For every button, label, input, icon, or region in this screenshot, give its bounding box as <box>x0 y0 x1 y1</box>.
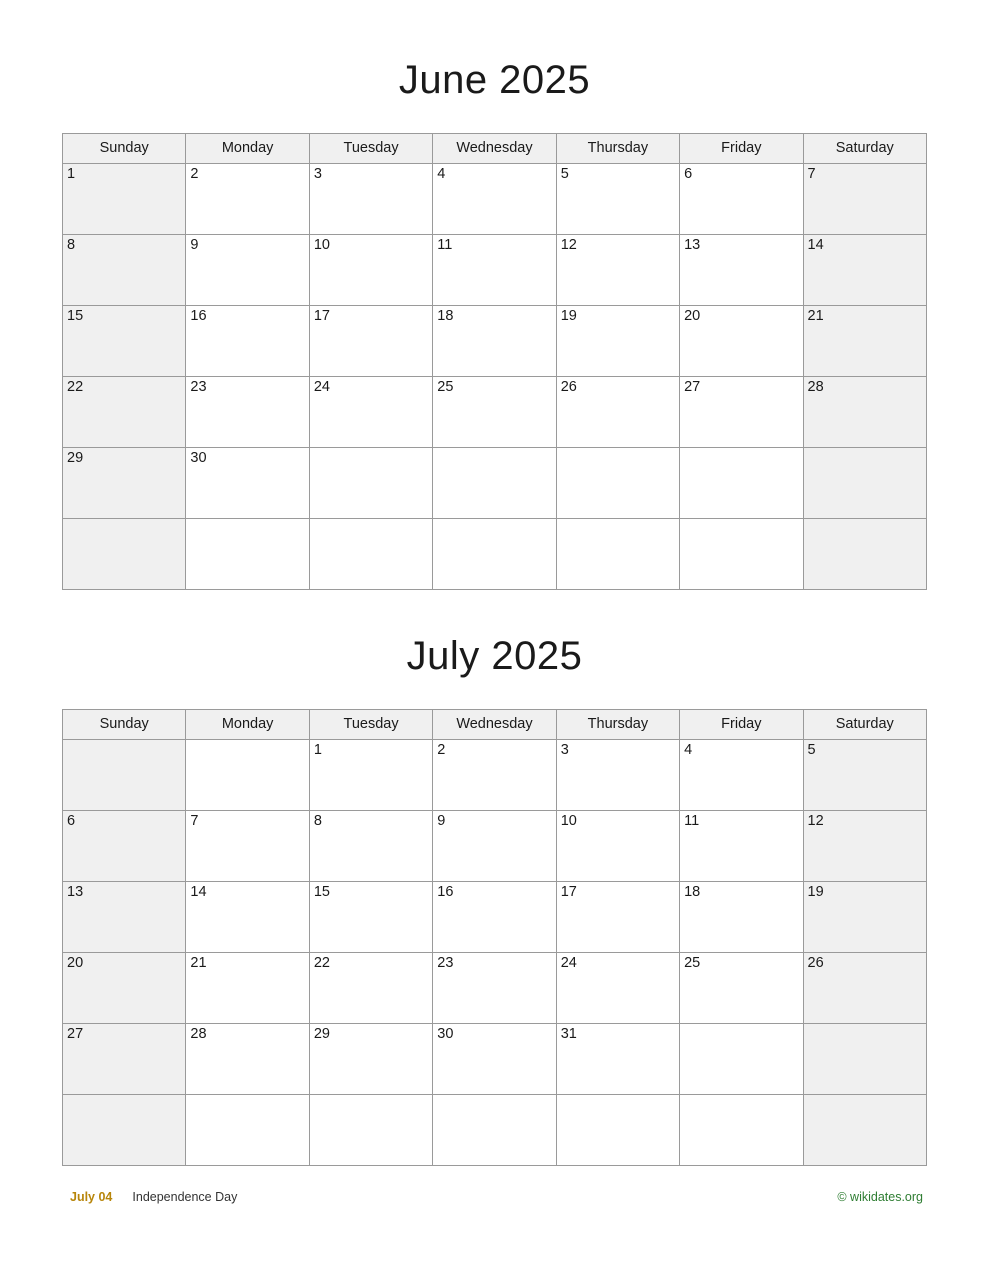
day-number: 21 <box>807 308 824 324</box>
day-cell[interactable] <box>63 519 186 590</box>
day-cell[interactable] <box>186 882 309 953</box>
title-spacer <box>62 679 927 709</box>
day-number: 20 <box>684 308 701 324</box>
day-cell[interactable] <box>433 448 556 519</box>
day-number: 11 <box>684 813 700 829</box>
day-cell[interactable] <box>433 740 556 811</box>
day-cell[interactable] <box>63 377 186 448</box>
weekday-header-tuesday: Tuesday <box>309 134 432 164</box>
month-title-june: June 2025 <box>398 58 591 102</box>
day-number: 17 <box>313 308 330 324</box>
day-number: 22 <box>67 379 84 395</box>
day-number: 3 <box>313 166 322 182</box>
day-number: 4 <box>684 742 693 758</box>
day-cell[interactable] <box>803 377 926 448</box>
day-cell[interactable] <box>803 164 926 235</box>
calendar-table-june <box>62 133 927 590</box>
day-number: 29 <box>313 1026 330 1042</box>
day-cell[interactable] <box>556 235 679 306</box>
day-number: 10 <box>313 237 330 253</box>
day-cell[interactable] <box>556 306 679 377</box>
day-cell[interactable] <box>433 164 556 235</box>
title-spacer <box>62 103 927 133</box>
day-cell[interactable] <box>433 811 556 882</box>
day-cell[interactable] <box>63 235 186 306</box>
week-row <box>63 882 927 953</box>
month-block-june <box>62 0 927 590</box>
weekday-header-sunday: Sunday <box>63 134 186 164</box>
day-number: 13 <box>67 884 84 900</box>
day-number: 1 <box>313 742 322 758</box>
day-number: 3 <box>560 742 569 758</box>
week-row <box>63 1024 927 1095</box>
week-row <box>63 740 927 811</box>
day-cell[interactable] <box>556 882 679 953</box>
week-row <box>63 519 927 590</box>
week-row <box>63 448 927 519</box>
day-number: 26 <box>560 379 577 395</box>
day-number: 22 <box>313 955 330 971</box>
day-cell[interactable] <box>433 882 556 953</box>
day-cell[interactable] <box>803 306 926 377</box>
weekday-header-wednesday: Wednesday <box>433 134 556 164</box>
day-cell[interactable] <box>63 448 186 519</box>
day-cell[interactable] <box>556 377 679 448</box>
day-cell[interactable] <box>309 740 432 811</box>
day-number: 27 <box>67 1026 84 1042</box>
day-number: 1 <box>67 166 76 182</box>
day-number: 12 <box>560 237 577 253</box>
day-number: 25 <box>437 379 454 395</box>
day-cell[interactable] <box>309 882 432 953</box>
day-cell[interactable] <box>680 740 803 811</box>
day-number: 17 <box>560 884 577 900</box>
day-number: 18 <box>437 308 454 324</box>
weekday-header-wednesday: Wednesday <box>433 710 556 740</box>
day-number: 28 <box>190 1026 207 1042</box>
day-number: 30 <box>190 450 207 466</box>
day-number: 12 <box>807 813 824 829</box>
day-cell[interactable] <box>309 164 432 235</box>
week-row <box>63 235 927 306</box>
day-number: 14 <box>807 237 824 253</box>
day-cell[interactable] <box>186 1024 309 1095</box>
day-number: 14 <box>190 884 207 900</box>
week-row <box>63 306 927 377</box>
day-number: 15 <box>313 884 330 900</box>
day-cell[interactable] <box>556 740 679 811</box>
day-cell[interactable] <box>803 1024 926 1095</box>
day-cell[interactable] <box>556 1095 679 1166</box>
day-cell[interactable] <box>433 519 556 590</box>
week-row <box>63 953 927 1024</box>
day-number: 23 <box>190 379 207 395</box>
day-cell[interactable] <box>803 811 926 882</box>
day-cell[interactable] <box>556 953 679 1024</box>
day-cell[interactable] <box>309 953 432 1024</box>
day-cell[interactable] <box>186 306 309 377</box>
day-cell[interactable] <box>309 1024 432 1095</box>
calendar-table-july <box>62 709 927 1166</box>
holiday-date: July 04 <box>70 1190 113 1204</box>
day-cell[interactable] <box>433 1024 556 1095</box>
day-cell[interactable] <box>556 448 679 519</box>
day-cell[interactable] <box>63 1024 186 1095</box>
day-cell[interactable] <box>63 1095 186 1166</box>
day-number: 7 <box>190 813 199 829</box>
day-cell[interactable] <box>680 1095 803 1166</box>
day-cell[interactable] <box>186 953 309 1024</box>
day-number: 21 <box>190 955 207 971</box>
day-number: 4 <box>437 166 446 182</box>
day-cell[interactable] <box>63 164 186 235</box>
day-cell[interactable] <box>63 811 186 882</box>
day-number: 24 <box>313 379 330 395</box>
day-number: 26 <box>807 955 824 971</box>
day-cell[interactable] <box>186 235 309 306</box>
day-number: 8 <box>313 813 322 829</box>
day-number: 28 <box>807 379 824 395</box>
day-number: 5 <box>560 166 569 182</box>
day-number: 9 <box>437 813 446 829</box>
day-cell[interactable] <box>680 519 803 590</box>
day-number: 30 <box>437 1026 454 1042</box>
weekday-header-row <box>63 134 927 164</box>
day-number: 18 <box>684 884 701 900</box>
day-number: 23 <box>437 955 454 971</box>
day-cell[interactable] <box>680 953 803 1024</box>
day-cell[interactable] <box>63 953 186 1024</box>
day-number: 29 <box>67 450 84 466</box>
day-cell[interactable] <box>186 519 309 590</box>
month-title-july: July 2025 <box>406 634 583 678</box>
weekday-header-thursday: Thursday <box>556 134 679 164</box>
day-cell[interactable] <box>309 235 432 306</box>
day-number: 19 <box>807 884 824 900</box>
weekday-header-saturday: Saturday <box>803 134 926 164</box>
day-number: 13 <box>684 237 701 253</box>
weekday-header-saturday: Saturday <box>803 710 926 740</box>
site-credit[interactable] <box>837 1190 927 1204</box>
site-credit-label: wikidates.org <box>850 1190 923 1204</box>
day-cell[interactable] <box>556 164 679 235</box>
week-row <box>63 377 927 448</box>
day-cell[interactable] <box>186 740 309 811</box>
week-row <box>63 164 927 235</box>
day-cell[interactable] <box>433 377 556 448</box>
day-cell[interactable] <box>680 882 803 953</box>
day-cell[interactable] <box>63 882 186 953</box>
day-cell[interactable] <box>186 448 309 519</box>
day-cell[interactable] <box>680 1024 803 1095</box>
day-cell[interactable] <box>556 811 679 882</box>
week-row <box>63 1095 927 1166</box>
day-cell[interactable] <box>680 306 803 377</box>
day-number: 20 <box>67 955 84 971</box>
day-cell[interactable] <box>433 953 556 1024</box>
day-cell[interactable] <box>63 306 186 377</box>
day-number: 11 <box>437 237 453 253</box>
day-cell[interactable] <box>433 1095 556 1166</box>
weekday-header-thursday: Thursday <box>556 710 679 740</box>
day-cell[interactable] <box>680 448 803 519</box>
weekday-header-row <box>63 710 927 740</box>
day-cell[interactable] <box>309 377 432 448</box>
day-number: 25 <box>684 955 701 971</box>
day-number: 7 <box>807 166 816 182</box>
footer <box>62 1166 927 1204</box>
day-cell[interactable] <box>556 1024 679 1095</box>
day-cell[interactable] <box>309 811 432 882</box>
day-number: 24 <box>560 955 577 971</box>
day-cell[interactable] <box>433 235 556 306</box>
day-cell[interactable] <box>309 306 432 377</box>
day-cell[interactable] <box>803 235 926 306</box>
day-number: 19 <box>560 308 577 324</box>
day-cell[interactable] <box>803 1095 926 1166</box>
day-number: 6 <box>684 166 693 182</box>
day-cell[interactable] <box>309 519 432 590</box>
day-cell[interactable] <box>803 953 926 1024</box>
day-cell[interactable] <box>186 1095 309 1166</box>
weekday-header-monday: Monday <box>186 134 309 164</box>
day-cell[interactable] <box>803 882 926 953</box>
weekday-header-friday: Friday <box>680 710 803 740</box>
day-number: 31 <box>560 1026 577 1042</box>
day-number: 10 <box>560 813 577 829</box>
day-cell[interactable] <box>186 811 309 882</box>
weekday-header-tuesday: Tuesday <box>309 710 432 740</box>
week-row <box>63 811 927 882</box>
day-cell[interactable] <box>309 1095 432 1166</box>
day-cell[interactable] <box>680 164 803 235</box>
day-cell[interactable] <box>680 377 803 448</box>
day-number: 6 <box>67 813 76 829</box>
day-number: 16 <box>190 308 207 324</box>
day-cell[interactable] <box>680 811 803 882</box>
day-number: 2 <box>437 742 446 758</box>
weekday-header-friday: Friday <box>680 134 803 164</box>
day-number: 16 <box>437 884 454 900</box>
day-cell[interactable] <box>803 740 926 811</box>
month-block-july <box>62 590 927 1166</box>
day-cell[interactable] <box>803 519 926 590</box>
day-number: 15 <box>67 308 84 324</box>
holiday-name: Independence Day <box>132 1190 238 1204</box>
day-number: 2 <box>190 166 199 182</box>
day-cell[interactable] <box>680 235 803 306</box>
weekday-header-sunday: Sunday <box>63 710 186 740</box>
day-cell[interactable] <box>186 377 309 448</box>
holiday-note <box>62 1190 237 1204</box>
weekday-header-monday: Monday <box>186 710 309 740</box>
day-cell[interactable] <box>433 306 556 377</box>
day-cell[interactable] <box>803 448 926 519</box>
day-cell[interactable] <box>186 164 309 235</box>
day-number: 27 <box>684 379 701 395</box>
copyright-icon: © <box>837 1190 847 1204</box>
day-cell[interactable] <box>556 519 679 590</box>
day-number: 5 <box>807 742 816 758</box>
day-number: 9 <box>190 237 199 253</box>
day-number: 8 <box>67 237 76 253</box>
day-cell[interactable] <box>63 740 186 811</box>
day-cell[interactable] <box>309 448 432 519</box>
